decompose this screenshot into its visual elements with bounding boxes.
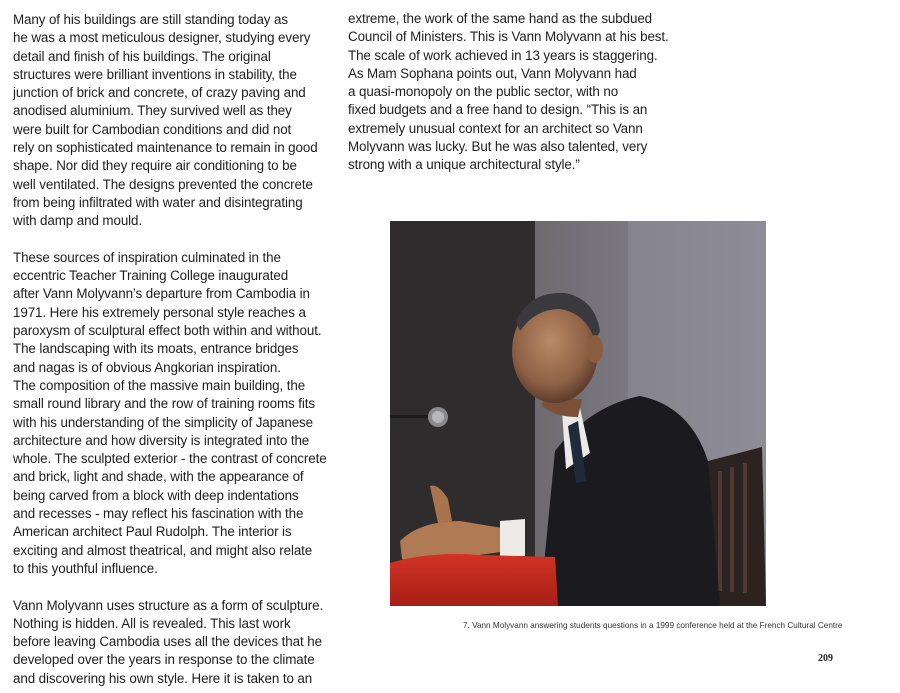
text-line: fixed budgets and a free hand to design. “This is an	[348, 102, 648, 118]
text-line: American architect Paul Rudolph. The interior is	[13, 524, 292, 540]
text-line: developed over the years in response to the climate	[13, 652, 315, 668]
text-line: to this youthful influence.	[13, 560, 158, 576]
paragraph	[13, 11, 335, 231]
text-line: The composition of the massive main building, the	[13, 377, 306, 393]
text-line: and discovering his own style. Here it is taken to an	[13, 670, 313, 686]
text-line: well ventilated. The designs prevented the concrete	[13, 176, 313, 192]
figure-caption: 7. Vann Molyvann answering students questions in a 1999 conference held at the French Cultural Centre	[463, 621, 843, 630]
text-line: and brick, light and shade, with the appearance of	[13, 469, 304, 485]
text-line: and recesses - may reflect his fascination with the	[13, 506, 304, 522]
text-line: detail and finish of his buildings. The original	[13, 48, 271, 64]
text-line: Vann Molyvann uses structure as a form of sculpture.	[13, 597, 324, 613]
text-line: junction of brick and concrete, of crazy paving and	[13, 85, 306, 101]
text-line: architecture and how diversity is integrated into the	[13, 432, 310, 448]
text-line: The landscaping with its moats, entrance bridges	[13, 341, 299, 357]
text-line: rely on sophisticated maintenance to remain in good	[13, 140, 318, 156]
text-line: structures were brilliant inventions in stability, the	[13, 66, 297, 82]
paragraph	[348, 10, 674, 175]
text-line: being carved from a block with deep indentations	[13, 487, 299, 503]
text-line: a quasi-monopoly on the public sector, with no	[348, 84, 619, 100]
conference-photo	[390, 221, 766, 606]
text-line: 1971. Here his extremely personal style reaches a	[13, 304, 306, 320]
text-line: and nagas is of obvious Angkorian inspiration.	[13, 359, 281, 375]
text-line: exciting and almost theatrical, and might also relate	[13, 542, 313, 558]
text-line: were built for Cambodian conditions and did not	[13, 121, 292, 137]
page-number: 209	[818, 653, 833, 664]
paragraph	[13, 597, 335, 688]
text-line: extreme, the work of the same hand as the subdued	[348, 11, 653, 26]
text-line: with his understanding of the simplicity of Japanese	[13, 414, 313, 430]
text-line: As Mam Sophana points out, Vann Molyvann had	[348, 65, 637, 81]
text-line: strong with a unique architectural style.”	[348, 157, 580, 173]
text-line: Nothing is hidden. All is revealed. This last work	[13, 615, 291, 631]
text-line: from being infiltrated with water and disintegrating	[13, 194, 303, 210]
text-line: whole. The sculpted exterior - the contrast of concrete	[13, 451, 327, 467]
text-line: Many of his buildings are still standing today as	[13, 12, 288, 27]
text-line: The scale of work achieved in 13 years is staggering.	[348, 47, 658, 63]
text-line: small round library and the row of training rooms fits	[13, 396, 315, 412]
left-text-column	[13, 11, 335, 688]
paragraph	[13, 249, 335, 578]
text-line: he was a most meticulous designer, studying every	[13, 30, 311, 46]
text-line: These sources of inspiration culminated in the	[13, 249, 281, 265]
text-line: anodised aluminium. They survived well as they	[13, 103, 292, 119]
text-line: Council of Ministers. This is Vann Molyvann at his best.	[348, 29, 669, 45]
text-line: extremely unusual context for an architect so Vann	[348, 120, 643, 136]
text-line: before leaving Cambodia uses all the devices that he	[13, 634, 322, 650]
text-line: paroxysm of sculptural effect both within and without.	[13, 323, 322, 339]
text-line: eccentric Teacher Training College inaugurated	[13, 268, 289, 284]
right-text-column	[348, 10, 674, 175]
text-line: shape. Nor did they require air conditioning to be	[13, 158, 297, 174]
text-line: Molyvann was lucky. But he was also talented, very	[348, 139, 648, 155]
text-line: after Vann Molyvann’s departure from Cambodia in	[13, 286, 310, 302]
text-line: with damp and mould.	[13, 213, 143, 229]
